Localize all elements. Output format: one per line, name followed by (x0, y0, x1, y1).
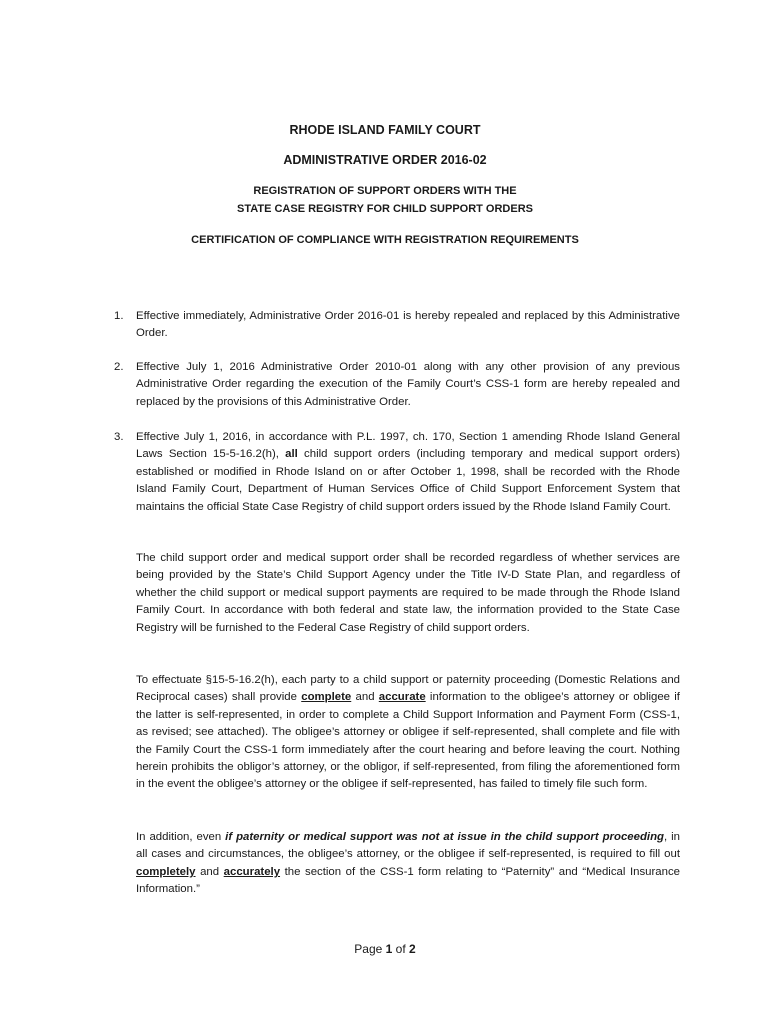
list-item (114, 429, 680, 516)
emphasis-accurate: accurate (378, 691, 426, 704)
paragraph-recording: The child support order and medical support order shall be recorded regardless of whether services are being provided by the State’s Child Support Agency under the Title IV-D State Plan, and regardless of whether the child support or medical support payments are required to be made through the Rhode Island Family Court. In accordance with both federal and state law, the information provided to the State Case Registry will be furnished to the Federal Case Registry of child support orders. (136, 552, 680, 634)
item-text: Effective July 1, 2016, in accordance with P.L. 1997, ch. 170, Section 1 amending Rhode Island General Laws Section 15-5-16.2(h), all child support orders (including temporary and medical support orders) established or modified in Rhode Island on or after October 1, 1998, shall be recorded with the Rhode Island Family Court, Department of Human Services Office of Child Support Enforcement System that maintains the official State Case Registry of child support orders issued by the Rhode Island Family Court. (136, 431, 680, 513)
subject-line-1: REGISTRATION OF SUPPORT ORDERS WITH THE (253, 185, 517, 197)
paragraph-in-addition: In addition, even if paternity or medical support was not at issue in the child support proceeding, in all cases and circumstances, the obligee’s attorney, or the obligee if self-represented, is required to fill out completely and accurately the section of the CSS-1 form relating to “Paternity” and “Medical Insurance Information.” (136, 831, 680, 896)
emphasis-completely: completely (136, 865, 196, 878)
subject-line-2: STATE CASE REGISTRY FOR CHILD SUPPORT ORDERS (236, 203, 533, 215)
emphasis-paternity: if paternity or medical support was not at issue in the child support proceeding (225, 831, 664, 843)
item-number: 3. (114, 431, 124, 443)
item-number: 1. (114, 310, 124, 322)
list-item (114, 359, 680, 411)
paragraph-effectuate: To effectuate §15-5-16.2(h), each party to a child support or paternity proceeding (Domestic Relations and Reciprocal cases) shall provide complete and accurate information to the obligee’s attorney or obligee if the latter is self-represented, in order to complete a Child Support Information and Payment Form (CSS-1, as revised; see attached). The obligee’s attorney or obligee if self-represented, shall complete and file with the Family Court the CSS-1 form immediately after the court hearing and before leaving the court. Nothing herein prohibits the obligor’s attorney, or the obligor, if self-represented, from filing the aforementioned form in the event the obligee’s attorney or the obligee if self-represented, has failed to timely file such form. (136, 674, 680, 791)
emphasis-accurately: accurately (223, 865, 281, 878)
emphasis-complete: complete (301, 691, 352, 704)
order-subject (0, 182, 770, 218)
item-text: Effective July 1, 2016 Administrative Order 2010-01 along with any other provision of any previous Administrative Order regarding the execution of the Family Court’s CSS-1 form are hereby repealed and replaced by the provisions of this Administrative Order. (136, 361, 680, 408)
list-item (114, 308, 680, 343)
item-text: Effective immediately, Administrative Order 2016-01 is hereby repealed and replaced by this Administrative Order. (136, 310, 680, 340)
certification-heading: CERTIFICATION OF COMPLIANCE WITH REGISTRATION REQUIREMENTS (191, 234, 579, 246)
court-title: RHODE ISLAND FAMILY COURT (289, 123, 481, 137)
emphasis-all: all (285, 448, 298, 461)
order-title: ADMINISTRATIVE ORDER 2016-02 (283, 153, 487, 167)
item-number: 2. (114, 361, 124, 373)
page-number: Page 1 of 2 (354, 942, 416, 956)
